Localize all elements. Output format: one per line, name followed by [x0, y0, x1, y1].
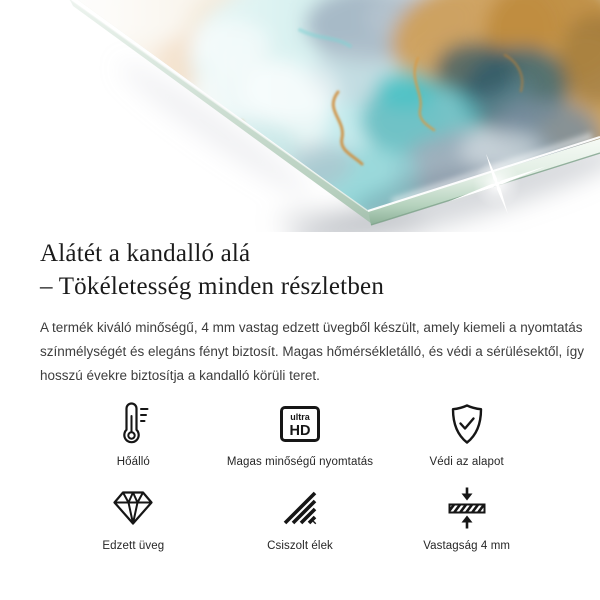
- polished-edges-icon: [282, 484, 318, 532]
- description-line: A termék kiváló minőségű, 4 mm vastag edzett üvegből készült, amely kiemeli a nyomtatás: [40, 320, 583, 335]
- content-section: [0, 237, 600, 552]
- feature-print-quality: [217, 400, 384, 468]
- thermometer-icon: [114, 400, 152, 448]
- diamond-icon: [111, 484, 155, 532]
- ultra-hd-badge-top: ultra: [290, 412, 310, 422]
- feature-label: Magas minőségű nyomtatás: [226, 456, 374, 468]
- description-line: színmélységét és elegáns fényt biztosít. Magas hőmérsékletálló, és védi a sérülésektől, így: [40, 344, 585, 359]
- hero-product-photo: [0, 0, 600, 232]
- feature-label: Csiszolt élek: [267, 540, 333, 552]
- feature-polished-edges: [217, 484, 384, 552]
- title-line-1: Alátét a kandalló alá: [40, 240, 251, 267]
- ultra-hd-icon: [277, 400, 323, 448]
- feature-label: Hőálló: [116, 456, 150, 468]
- ultra-hd-badge-bottom: HD: [289, 423, 311, 439]
- description-line: hosszú évekre biztosítja a kandalló körüli teret.: [40, 368, 320, 383]
- feature-heat-resistant: [50, 400, 217, 468]
- feature-label: Vastagság 4 mm: [423, 540, 511, 552]
- feature-protects-base: [383, 400, 550, 468]
- feature-label: Edzett üveg: [102, 540, 165, 552]
- feature-thickness: [383, 484, 550, 552]
- product-description: [40, 316, 585, 388]
- feature-tempered-glass: [50, 484, 217, 552]
- thickness-icon: [445, 484, 489, 532]
- glass-panel-image: [0, 0, 600, 232]
- features-grid: [40, 400, 560, 552]
- feature-label: Védi az alapot: [429, 456, 504, 468]
- page-title: [40, 237, 560, 303]
- title-line-2: – Tökéletesség minden részletben: [40, 273, 385, 300]
- shield-check-icon: [447, 400, 487, 448]
